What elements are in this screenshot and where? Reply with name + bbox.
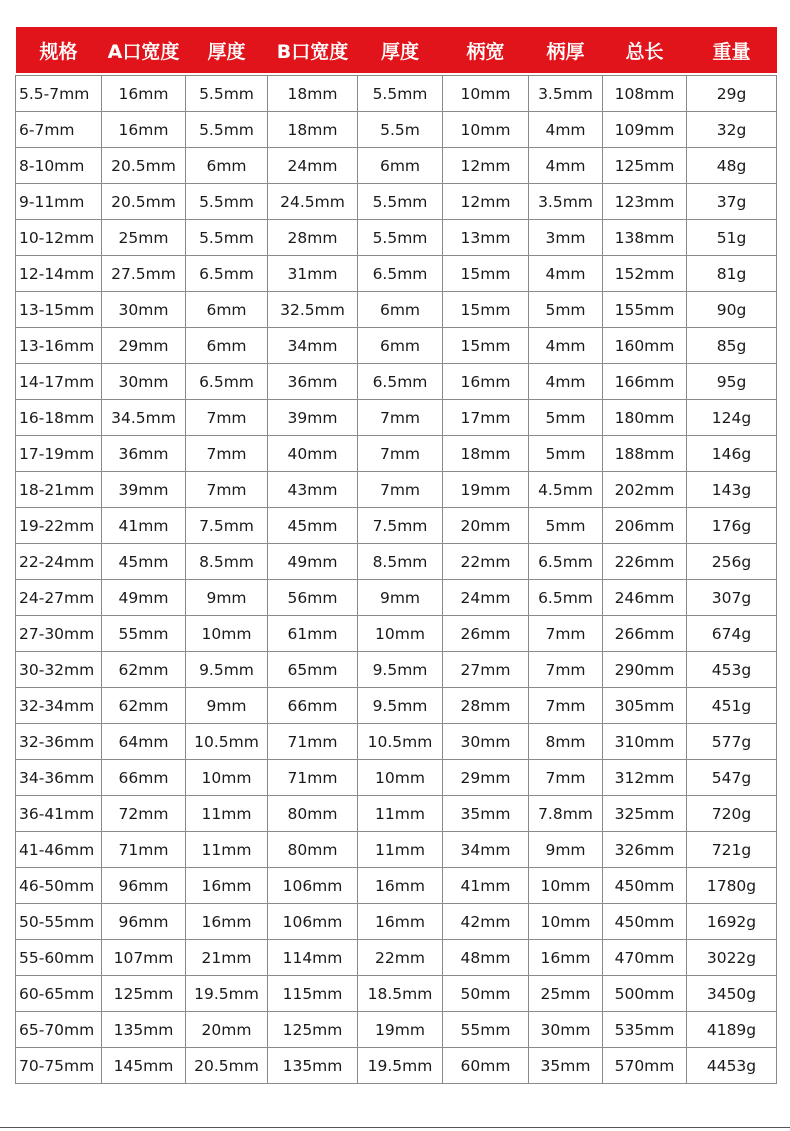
cell-spec: 16-18mm: [16, 400, 102, 436]
cell-b-thickness: 5.5mm: [358, 184, 443, 220]
cell-spec: 36-41mm: [16, 796, 102, 832]
cell-handle-thickness: 30mm: [529, 1012, 603, 1048]
cell-a-width: 16mm: [102, 76, 186, 112]
cell-a-thickness: 6mm: [186, 292, 268, 328]
cell-handle-thickness: 9mm: [529, 832, 603, 868]
cell-spec: 70-75mm: [16, 1048, 102, 1084]
cell-a-width: 30mm: [102, 364, 186, 400]
table-row: [16, 220, 777, 256]
cell-b-thickness: 22mm: [358, 940, 443, 976]
cell-handle-thickness: 5mm: [529, 508, 603, 544]
cell-handle-thickness: 10mm: [529, 868, 603, 904]
cell-weight: 577g: [687, 724, 777, 760]
header-weight: 重量: [687, 27, 777, 73]
spec-table: [15, 27, 777, 1084]
cell-b-width: 31mm: [268, 256, 358, 292]
cell-a-width: 20.5mm: [102, 148, 186, 184]
cell-spec: 12-14mm: [16, 256, 102, 292]
cell-a-width: 20.5mm: [102, 184, 186, 220]
cell-total-length: 290mm: [603, 652, 687, 688]
cell-weight: 90g: [687, 292, 777, 328]
cell-weight: 81g: [687, 256, 777, 292]
cell-b-thickness: 9mm: [358, 580, 443, 616]
cell-a-thickness: 5.5mm: [186, 220, 268, 256]
cell-spec: 46-50mm: [16, 868, 102, 904]
table-row: [16, 616, 777, 652]
cell-weight: 547g: [687, 760, 777, 796]
cell-handle-width: 42mm: [443, 904, 529, 940]
cell-handle-width: 17mm: [443, 400, 529, 436]
cell-a-thickness: 21mm: [186, 940, 268, 976]
cell-handle-thickness: 16mm: [529, 940, 603, 976]
cell-a-width: 49mm: [102, 580, 186, 616]
cell-b-width: 18mm: [268, 112, 358, 148]
cell-total-length: 246mm: [603, 580, 687, 616]
cell-b-width: 56mm: [268, 580, 358, 616]
cell-total-length: 123mm: [603, 184, 687, 220]
cell-a-thickness: 5.5mm: [186, 76, 268, 112]
cell-a-width: 39mm: [102, 472, 186, 508]
cell-total-length: 109mm: [603, 112, 687, 148]
cell-b-thickness: 7mm: [358, 436, 443, 472]
cell-handle-width: 55mm: [443, 1012, 529, 1048]
header-handle-thickness: 柄厚: [529, 27, 603, 73]
cell-a-width: 25mm: [102, 220, 186, 256]
table-row: [16, 760, 777, 796]
cell-b-width: 43mm: [268, 472, 358, 508]
table-row: [16, 904, 777, 940]
cell-a-thickness: 9mm: [186, 688, 268, 724]
cell-weight: 4189g: [687, 1012, 777, 1048]
cell-weight: 37g: [687, 184, 777, 220]
cell-handle-width: 30mm: [443, 724, 529, 760]
cell-handle-thickness: 5mm: [529, 436, 603, 472]
cell-b-width: 80mm: [268, 832, 358, 868]
cell-spec: 5.5-7mm: [16, 76, 102, 112]
cell-b-thickness: 9.5mm: [358, 652, 443, 688]
cell-a-width: 34.5mm: [102, 400, 186, 436]
table-row: [16, 832, 777, 868]
cell-total-length: 188mm: [603, 436, 687, 472]
cell-spec: 22-24mm: [16, 544, 102, 580]
cell-b-thickness: 5.5m: [358, 112, 443, 148]
cell-handle-width: 24mm: [443, 580, 529, 616]
cell-a-thickness: 20mm: [186, 1012, 268, 1048]
cell-handle-thickness: 4mm: [529, 148, 603, 184]
cell-b-thickness: 10mm: [358, 760, 443, 796]
cell-total-length: 326mm: [603, 832, 687, 868]
cell-weight: 29g: [687, 76, 777, 112]
table-row: [16, 472, 777, 508]
cell-weight: 143g: [687, 472, 777, 508]
table-row: [16, 544, 777, 580]
cell-handle-width: 13mm: [443, 220, 529, 256]
cell-b-thickness: 7mm: [358, 400, 443, 436]
cell-b-thickness: 6.5mm: [358, 364, 443, 400]
cell-b-width: 71mm: [268, 760, 358, 796]
cell-spec: 17-19mm: [16, 436, 102, 472]
cell-handle-width: 29mm: [443, 760, 529, 796]
cell-handle-width: 34mm: [443, 832, 529, 868]
cell-b-width: 71mm: [268, 724, 358, 760]
cell-handle-width: 18mm: [443, 436, 529, 472]
cell-b-thickness: 19.5mm: [358, 1048, 443, 1084]
cell-handle-thickness: 4mm: [529, 328, 603, 364]
cell-spec: 27-30mm: [16, 616, 102, 652]
cell-b-width: 34mm: [268, 328, 358, 364]
cell-handle-thickness: 35mm: [529, 1048, 603, 1084]
cell-b-width: 49mm: [268, 544, 358, 580]
cell-b-thickness: 6mm: [358, 328, 443, 364]
cell-a-width: 27.5mm: [102, 256, 186, 292]
cell-weight: 51g: [687, 220, 777, 256]
cell-spec: 10-12mm: [16, 220, 102, 256]
cell-handle-thickness: 3mm: [529, 220, 603, 256]
cell-total-length: 138mm: [603, 220, 687, 256]
cell-spec: 6-7mm: [16, 112, 102, 148]
cell-spec: 19-22mm: [16, 508, 102, 544]
cell-a-thickness: 9.5mm: [186, 652, 268, 688]
cell-b-thickness: 5.5mm: [358, 76, 443, 112]
cell-a-width: 16mm: [102, 112, 186, 148]
cell-handle-width: 12mm: [443, 184, 529, 220]
cell-a-thickness: 7.5mm: [186, 508, 268, 544]
cell-weight: 124g: [687, 400, 777, 436]
cell-handle-thickness: 5mm: [529, 292, 603, 328]
cell-weight: 146g: [687, 436, 777, 472]
cell-spec: 50-55mm: [16, 904, 102, 940]
cell-handle-thickness: 7.8mm: [529, 796, 603, 832]
cell-a-width: 36mm: [102, 436, 186, 472]
cell-handle-width: 20mm: [443, 508, 529, 544]
cell-b-width: 61mm: [268, 616, 358, 652]
cell-a-thickness: 16mm: [186, 904, 268, 940]
cell-b-width: 106mm: [268, 904, 358, 940]
table-row: [16, 508, 777, 544]
cell-handle-thickness: 6.5mm: [529, 580, 603, 616]
cell-weight: 3022g: [687, 940, 777, 976]
cell-handle-thickness: 7mm: [529, 760, 603, 796]
cell-weight: 95g: [687, 364, 777, 400]
cell-a-thickness: 5.5mm: [186, 184, 268, 220]
cell-b-width: 36mm: [268, 364, 358, 400]
table-row: [16, 184, 777, 220]
table-row: [16, 976, 777, 1012]
table-body: [16, 73, 777, 1084]
cell-total-length: 266mm: [603, 616, 687, 652]
cell-weight: 256g: [687, 544, 777, 580]
cell-spec: 9-11mm: [16, 184, 102, 220]
cell-a-width: 66mm: [102, 760, 186, 796]
cell-handle-width: 15mm: [443, 292, 529, 328]
cell-weight: 32g: [687, 112, 777, 148]
cell-total-length: 206mm: [603, 508, 687, 544]
table-row: [16, 112, 777, 148]
cell-b-thickness: 5.5mm: [358, 220, 443, 256]
cell-a-thickness: 6mm: [186, 328, 268, 364]
cell-b-width: 18mm: [268, 76, 358, 112]
bottom-divider: [0, 1127, 790, 1128]
cell-a-thickness: 19.5mm: [186, 976, 268, 1012]
cell-total-length: 305mm: [603, 688, 687, 724]
cell-handle-width: 16mm: [443, 364, 529, 400]
cell-handle-width: 12mm: [443, 148, 529, 184]
cell-weight: 3450g: [687, 976, 777, 1012]
cell-handle-thickness: 25mm: [529, 976, 603, 1012]
cell-b-width: 24mm: [268, 148, 358, 184]
cell-weight: 48g: [687, 148, 777, 184]
cell-spec: 30-32mm: [16, 652, 102, 688]
cell-handle-thickness: 7mm: [529, 616, 603, 652]
cell-b-thickness: 6mm: [358, 148, 443, 184]
header-b-thickness: 厚度: [358, 27, 443, 73]
cell-b-width: 65mm: [268, 652, 358, 688]
cell-b-thickness: 11mm: [358, 832, 443, 868]
cell-b-thickness: 16mm: [358, 904, 443, 940]
cell-a-width: 64mm: [102, 724, 186, 760]
table-row: [16, 400, 777, 436]
table-row: [16, 1048, 777, 1084]
cell-handle-width: 15mm: [443, 328, 529, 364]
table-row: [16, 76, 777, 112]
cell-a-width: 29mm: [102, 328, 186, 364]
cell-total-length: 500mm: [603, 976, 687, 1012]
cell-a-width: 145mm: [102, 1048, 186, 1084]
table-row: [16, 796, 777, 832]
cell-a-width: 62mm: [102, 688, 186, 724]
cell-total-length: 325mm: [603, 796, 687, 832]
cell-handle-width: 28mm: [443, 688, 529, 724]
cell-spec: 18-21mm: [16, 472, 102, 508]
cell-b-thickness: 6.5mm: [358, 256, 443, 292]
cell-a-width: 62mm: [102, 652, 186, 688]
cell-handle-width: 22mm: [443, 544, 529, 580]
header-spec: 规格: [16, 27, 102, 73]
cell-b-thickness: 19mm: [358, 1012, 443, 1048]
cell-a-thickness: 20.5mm: [186, 1048, 268, 1084]
cell-a-thickness: 8.5mm: [186, 544, 268, 580]
cell-handle-thickness: 10mm: [529, 904, 603, 940]
cell-spec: 65-70mm: [16, 1012, 102, 1048]
cell-weight: 674g: [687, 616, 777, 652]
cell-b-thickness: 6mm: [358, 292, 443, 328]
cell-total-length: 202mm: [603, 472, 687, 508]
cell-handle-thickness: 7mm: [529, 652, 603, 688]
cell-handle-width: 10mm: [443, 76, 529, 112]
cell-b-thickness: 11mm: [358, 796, 443, 832]
cell-total-length: 155mm: [603, 292, 687, 328]
cell-weight: 1780g: [687, 868, 777, 904]
header-handle-width: 柄宽: [443, 27, 529, 73]
cell-a-width: 107mm: [102, 940, 186, 976]
cell-weight: 1692g: [687, 904, 777, 940]
cell-handle-width: 19mm: [443, 472, 529, 508]
cell-spec: 32-34mm: [16, 688, 102, 724]
table-row: [16, 724, 777, 760]
cell-b-width: 66mm: [268, 688, 358, 724]
cell-b-thickness: 7.5mm: [358, 508, 443, 544]
cell-weight: 453g: [687, 652, 777, 688]
cell-total-length: 226mm: [603, 544, 687, 580]
cell-weight: 85g: [687, 328, 777, 364]
cell-total-length: 535mm: [603, 1012, 687, 1048]
cell-b-thickness: 10mm: [358, 616, 443, 652]
cell-handle-thickness: 4mm: [529, 256, 603, 292]
cell-spec: 14-17mm: [16, 364, 102, 400]
cell-spec: 41-46mm: [16, 832, 102, 868]
cell-total-length: 160mm: [603, 328, 687, 364]
cell-b-width: 80mm: [268, 796, 358, 832]
cell-handle-thickness: 4mm: [529, 112, 603, 148]
cell-b-width: 106mm: [268, 868, 358, 904]
cell-a-thickness: 16mm: [186, 868, 268, 904]
cell-weight: 721g: [687, 832, 777, 868]
table-row: [16, 688, 777, 724]
cell-b-width: 114mm: [268, 940, 358, 976]
cell-handle-thickness: 6.5mm: [529, 544, 603, 580]
table-row: [16, 580, 777, 616]
cell-handle-thickness: 8mm: [529, 724, 603, 760]
cell-handle-width: 15mm: [443, 256, 529, 292]
cell-b-width: 115mm: [268, 976, 358, 1012]
cell-total-length: 450mm: [603, 868, 687, 904]
cell-b-width: 24.5mm: [268, 184, 358, 220]
table-row: [16, 292, 777, 328]
cell-b-width: 40mm: [268, 436, 358, 472]
cell-handle-thickness: 7mm: [529, 688, 603, 724]
cell-a-thickness: 10mm: [186, 616, 268, 652]
cell-b-width: 135mm: [268, 1048, 358, 1084]
cell-a-thickness: 11mm: [186, 796, 268, 832]
cell-b-thickness: 10.5mm: [358, 724, 443, 760]
cell-total-length: 152mm: [603, 256, 687, 292]
cell-handle-thickness: 5mm: [529, 400, 603, 436]
cell-b-thickness: 7mm: [358, 472, 443, 508]
cell-a-width: 96mm: [102, 904, 186, 940]
cell-b-width: 28mm: [268, 220, 358, 256]
cell-a-width: 72mm: [102, 796, 186, 832]
cell-handle-width: 60mm: [443, 1048, 529, 1084]
cell-a-thickness: 7mm: [186, 436, 268, 472]
cell-total-length: 470mm: [603, 940, 687, 976]
cell-handle-thickness: 4mm: [529, 364, 603, 400]
cell-a-width: 41mm: [102, 508, 186, 544]
cell-handle-thickness: 3.5mm: [529, 184, 603, 220]
cell-a-width: 55mm: [102, 616, 186, 652]
cell-handle-width: 35mm: [443, 796, 529, 832]
header-a-width: A口宽度: [102, 27, 186, 73]
cell-spec: 13-16mm: [16, 328, 102, 364]
cell-a-thickness: 9mm: [186, 580, 268, 616]
table-row: [16, 1012, 777, 1048]
cell-handle-width: 48mm: [443, 940, 529, 976]
cell-handle-thickness: 3.5mm: [529, 76, 603, 112]
cell-spec: 32-36mm: [16, 724, 102, 760]
cell-spec: 24-27mm: [16, 580, 102, 616]
cell-a-width: 96mm: [102, 868, 186, 904]
cell-weight: 4453g: [687, 1048, 777, 1084]
cell-total-length: 312mm: [603, 760, 687, 796]
cell-total-length: 570mm: [603, 1048, 687, 1084]
header-b-width: B口宽度: [268, 27, 358, 73]
cell-a-thickness: 6.5mm: [186, 364, 268, 400]
table-row: [16, 364, 777, 400]
cell-a-thickness: 6mm: [186, 148, 268, 184]
cell-b-thickness: 9.5mm: [358, 688, 443, 724]
cell-spec: 8-10mm: [16, 148, 102, 184]
cell-a-width: 45mm: [102, 544, 186, 580]
cell-handle-width: 26mm: [443, 616, 529, 652]
cell-a-thickness: 10mm: [186, 760, 268, 796]
cell-weight: 451g: [687, 688, 777, 724]
cell-b-width: 125mm: [268, 1012, 358, 1048]
cell-a-width: 30mm: [102, 292, 186, 328]
cell-handle-width: 41mm: [443, 868, 529, 904]
cell-spec: 13-15mm: [16, 292, 102, 328]
cell-a-thickness: 11mm: [186, 832, 268, 868]
header-total-length: 总长: [603, 27, 687, 73]
table-row: [16, 328, 777, 364]
cell-b-width: 45mm: [268, 508, 358, 544]
cell-weight: 307g: [687, 580, 777, 616]
cell-handle-thickness: 4.5mm: [529, 472, 603, 508]
cell-b-thickness: 18.5mm: [358, 976, 443, 1012]
table-header-row: [16, 27, 777, 73]
cell-a-width: 135mm: [102, 1012, 186, 1048]
cell-handle-width: 50mm: [443, 976, 529, 1012]
cell-handle-width: 27mm: [443, 652, 529, 688]
cell-weight: 176g: [687, 508, 777, 544]
cell-total-length: 180mm: [603, 400, 687, 436]
cell-a-width: 125mm: [102, 976, 186, 1012]
cell-a-thickness: 7mm: [186, 472, 268, 508]
cell-total-length: 310mm: [603, 724, 687, 760]
cell-spec: 55-60mm: [16, 940, 102, 976]
cell-a-thickness: 10.5mm: [186, 724, 268, 760]
cell-a-thickness: 7mm: [186, 400, 268, 436]
cell-b-width: 32.5mm: [268, 292, 358, 328]
cell-total-length: 125mm: [603, 148, 687, 184]
cell-weight: 720g: [687, 796, 777, 832]
cell-a-width: 71mm: [102, 832, 186, 868]
cell-spec: 60-65mm: [16, 976, 102, 1012]
cell-b-width: 39mm: [268, 400, 358, 436]
cell-a-thickness: 6.5mm: [186, 256, 268, 292]
table-row: [16, 436, 777, 472]
cell-a-thickness: 5.5mm: [186, 112, 268, 148]
cell-b-thickness: 16mm: [358, 868, 443, 904]
table-row: [16, 148, 777, 184]
cell-spec: 34-36mm: [16, 760, 102, 796]
table-row: [16, 256, 777, 292]
cell-b-thickness: 8.5mm: [358, 544, 443, 580]
cell-total-length: 166mm: [603, 364, 687, 400]
table-row: [16, 868, 777, 904]
cell-total-length: 450mm: [603, 904, 687, 940]
table-row: [16, 940, 777, 976]
header-a-thickness: 厚度: [186, 27, 268, 73]
cell-total-length: 108mm: [603, 76, 687, 112]
cell-handle-width: 10mm: [443, 112, 529, 148]
table-row: [16, 652, 777, 688]
